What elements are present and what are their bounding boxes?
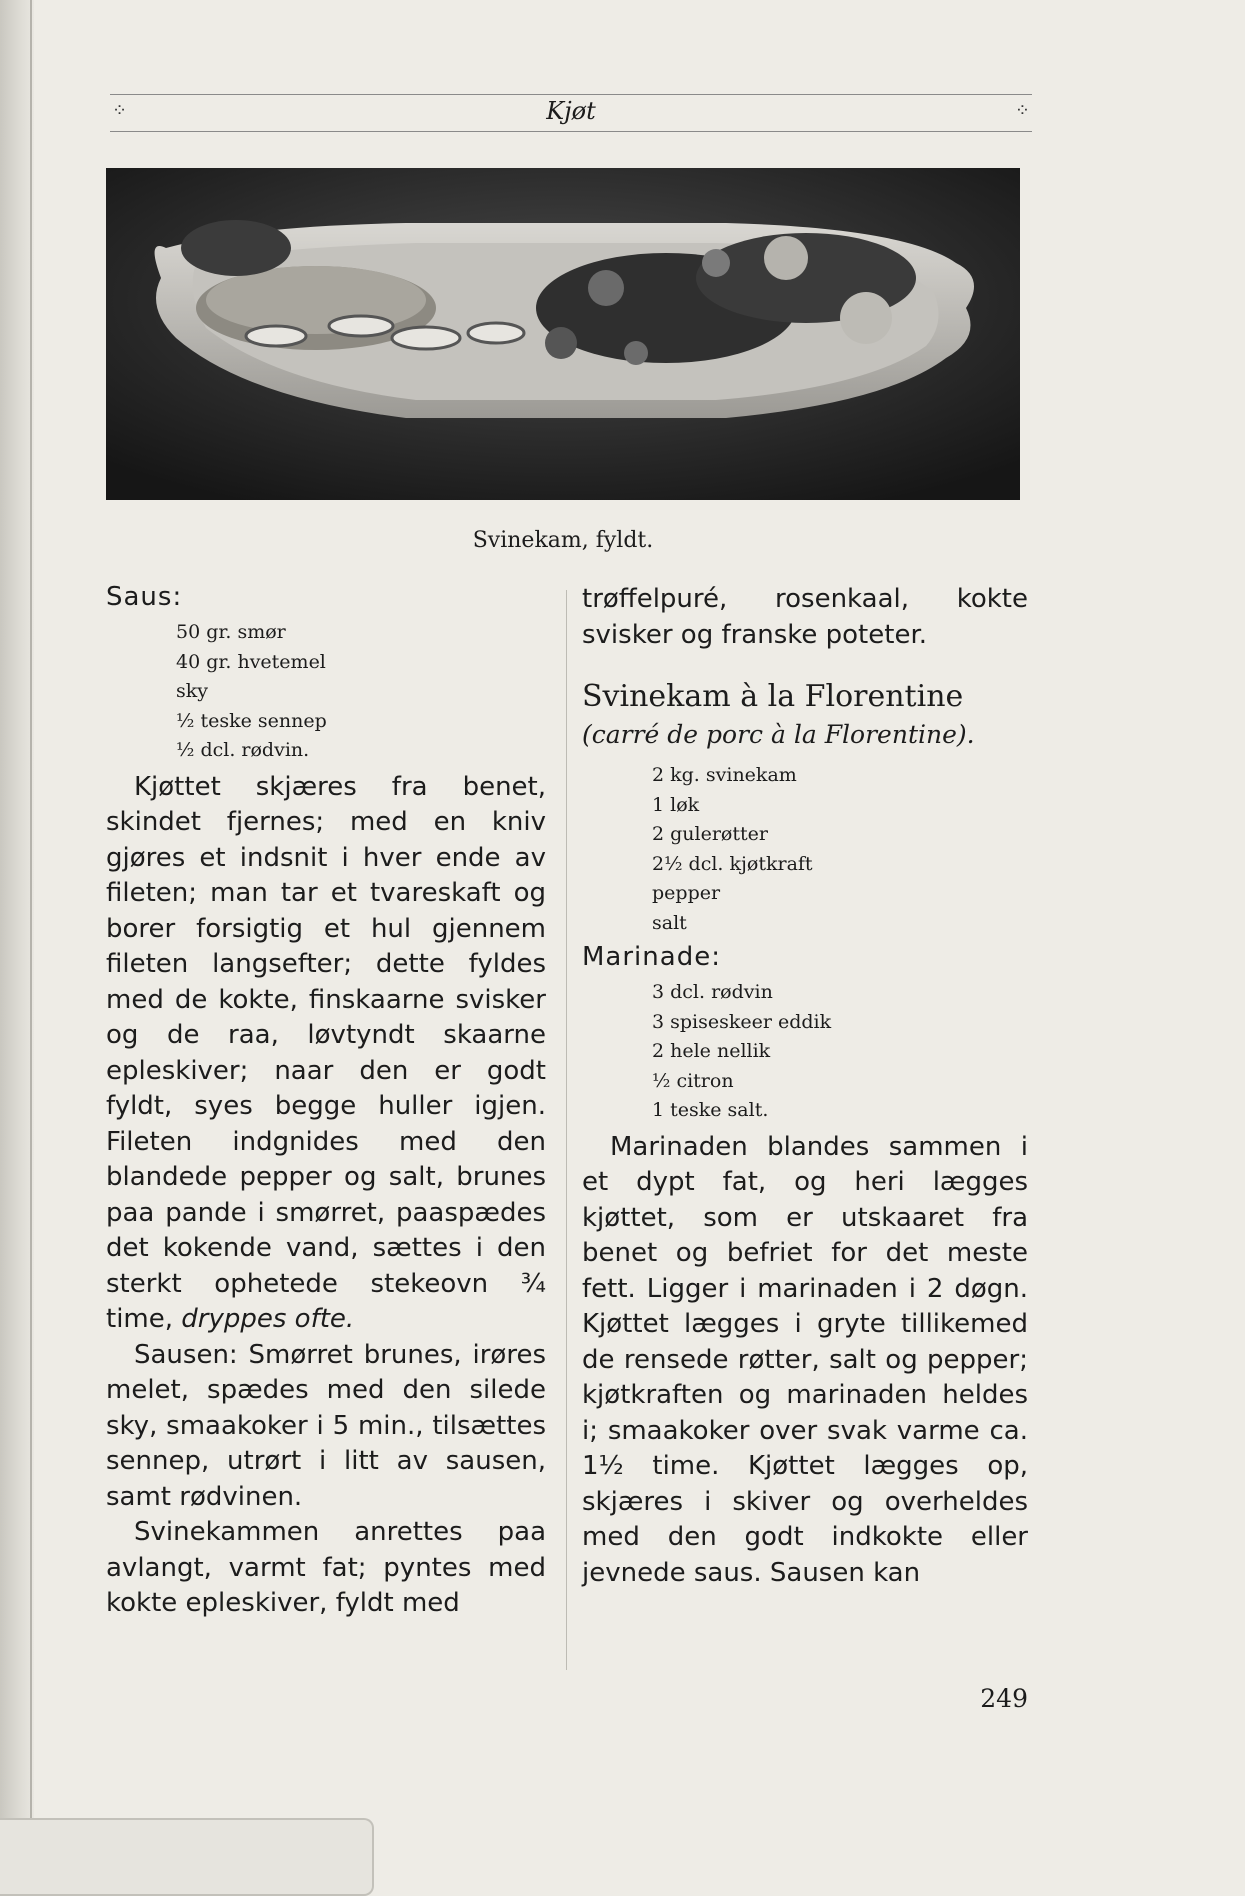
list-item: sky	[176, 680, 208, 702]
photo-caption: Svinekam, fyldt.	[472, 528, 654, 553]
list-item: ½ citron	[652, 1069, 734, 1092]
list-item: 1 teske salt.	[652, 1099, 769, 1121]
list-item: 1 løk	[652, 793, 700, 816]
continuation-paragraph: trøffelpuré, rosenkaal, kokte svisker og franske poteter.	[582, 584, 1028, 650]
list-item: 50 gr. smør	[176, 621, 286, 643]
list-item: pepper	[652, 882, 721, 904]
ornament-icon: ⁘	[112, 100, 128, 121]
left-column	[106, 582, 546, 1622]
recipe-ingredient-list	[582, 761, 1028, 938]
photo-roast-on-platter	[106, 168, 1020, 500]
header-title: Kjøt	[546, 97, 596, 125]
page-binding-line	[30, 0, 32, 1895]
list-item: ½ dcl. rødvin.	[176, 739, 310, 761]
recipe-subtitle: (carré de porc à la Florentine).	[582, 720, 975, 749]
list-item: ½ teske sennep	[176, 709, 327, 732]
bookmark-tab	[0, 1818, 374, 1896]
serving-paragraph: Svinekammen anrettes paa avlangt, varmt fat; pyntes med kokte epleskiver, fyldt med	[106, 1517, 546, 1618]
page-number: 249	[980, 1684, 1028, 1713]
sauce-heading: Saus:	[106, 582, 183, 612]
paragraph-text: Kjøttet skjæres fra benet, skindet fjernes; med en kniv gjøres et indsnit i hver ende av fileten; man tar et tvareskaft og borer forsigtig et hul gjennem fileten langsefter; dette fyldes med de kokte, finskaarne svisker og de raa, løvtyndt skaarne epleskiver; naar den er godt fyldt, syes begge huller igjen. Fileten indgnides med den blandede pepper og salt, brunes paa pande i smørret, paaspædes det kokende vand, sættes i den sterkt ophetede stekeovn ¾ time,	[106, 771, 546, 1334]
marinade-paragraph: Marinaden blandes sammen i et dypt fat, og heri lægges kjøttet, som er utskaaret fra benet og befriet for det meste fett. Ligger i marinaden i 2 døgn. Kjøttet lægges i gryte tillikemed de rensede røtter, salt og pepper; kjøtkraften og marinaden heldes i; smaakoker over svak varme ca. 1½ time. Kjøttet lægges op, skjæres i skiver og overheldes med den godt indkokte eller jevnede saus. Sausen kan	[582, 1131, 1028, 1588]
running-header	[110, 94, 1032, 132]
right-column	[582, 582, 1028, 1591]
list-item: 3 spiseskeer eddik	[652, 1010, 832, 1033]
list-item: 2½ dcl. kjøtkraft	[652, 852, 813, 875]
recipe-title: Svinekam à la Florentine	[582, 679, 964, 714]
marinade-ingredient-list	[582, 978, 1028, 1126]
sauce-paragraph: Sausen: Smørret brunes, irøres melet, spædes med den silede sky, smaakoker i 5 min., tilsættes sennep, utrørt i litt av sausen, samt rødvinen.	[106, 1339, 546, 1512]
marinade-heading: Marinade:	[582, 942, 721, 972]
list-item: 2 gulerøtter	[652, 823, 768, 845]
list-item: 2 hele nellik	[652, 1040, 771, 1062]
list-item: 3 dcl. rødvin	[652, 981, 773, 1003]
emphasis-text: dryppes ofte.	[181, 1304, 355, 1334]
column-divider	[566, 590, 567, 1670]
page-binding-shadow	[0, 0, 34, 1895]
instructions-paragraph	[106, 770, 546, 1338]
photo-illustration	[106, 168, 1020, 500]
header-rule-top	[110, 94, 1032, 95]
list-item: salt	[652, 911, 687, 934]
list-item: 2 kg. svinekam	[652, 764, 797, 786]
header-rule-bottom	[110, 131, 1032, 132]
list-item: 40 gr. hvetemel	[176, 650, 326, 673]
ornament-icon: ⁘	[1014, 100, 1030, 121]
sauce-ingredient-list	[106, 618, 546, 766]
